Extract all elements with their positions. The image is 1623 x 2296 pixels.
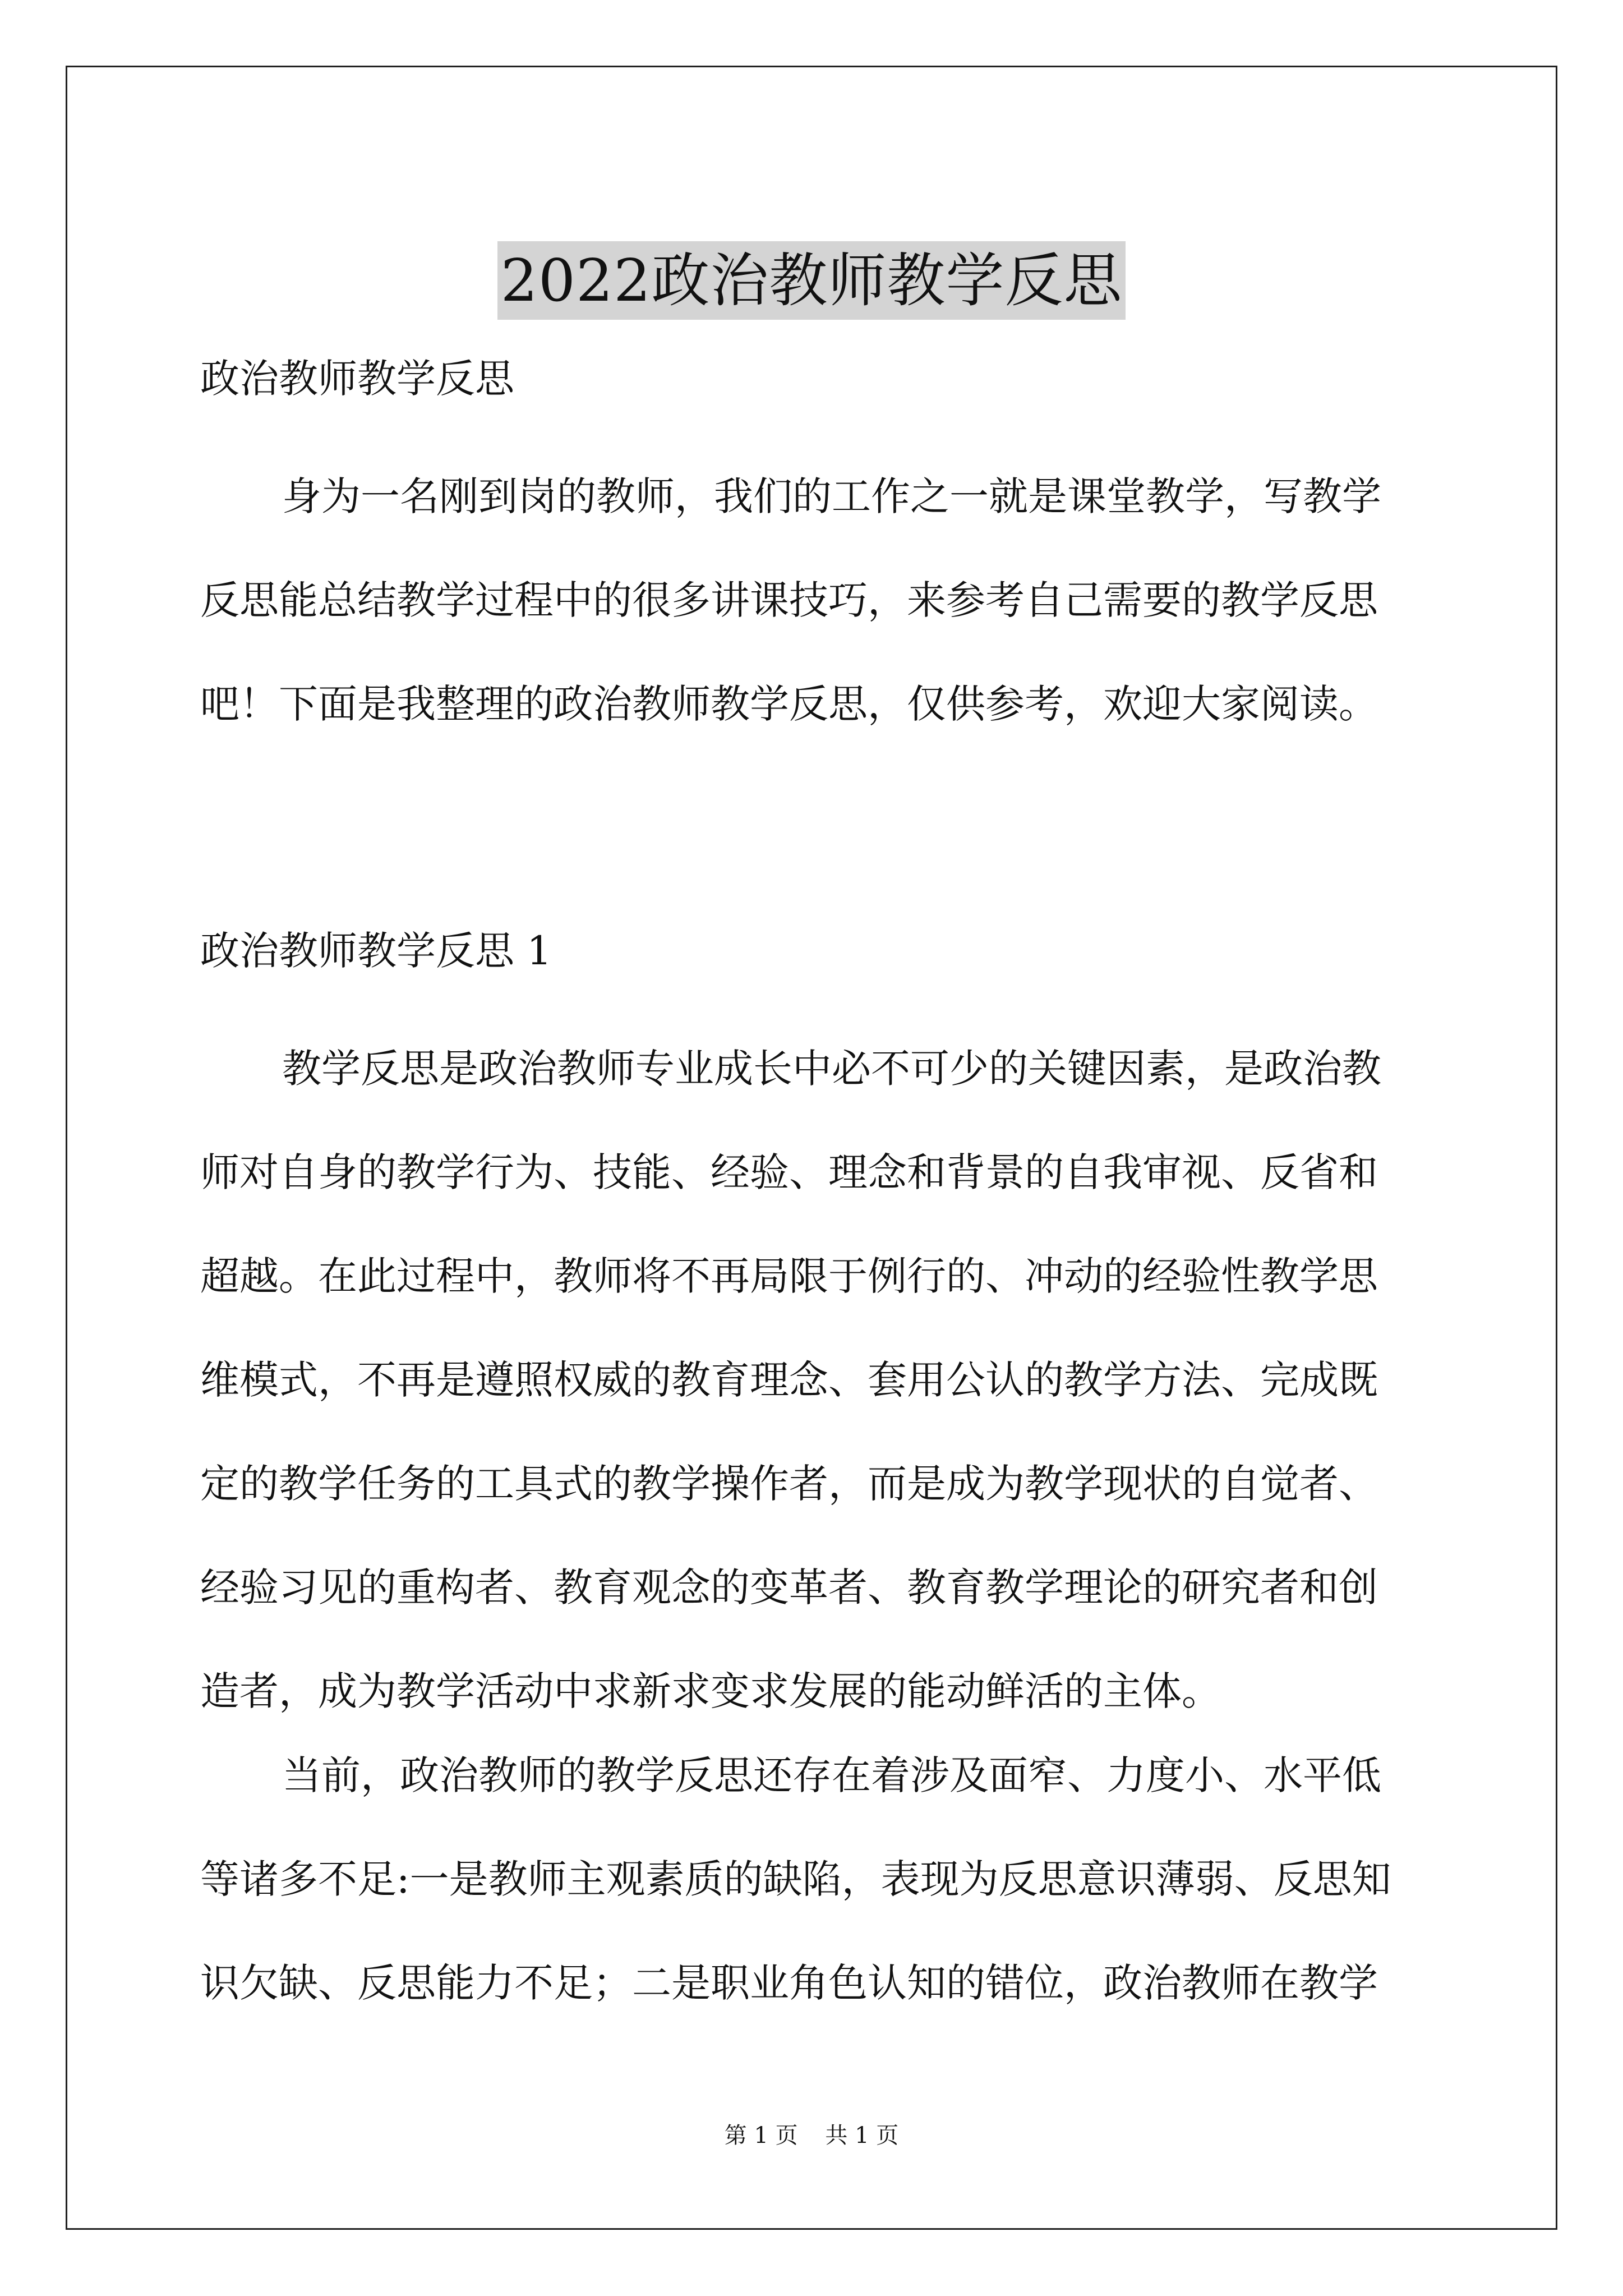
page-number-total: 共 1 页 [825,2123,899,2148]
paragraph-line: 吧！下面是我整理的政治教师教学反思，仅供参考，欢迎大家阅读。 [200,681,1378,727]
intro-heading: 政治教师教学反思 [200,356,514,402]
page-footer [0,2122,1623,2150]
paragraph-line: 定的教学任务的工具式的教学操作者，而是成为教学现状的自觉者、 [200,1461,1378,1507]
section1-heading: 政治教师教学反思 1 [200,928,552,974]
paragraph-line: 当前，政治教师的教学反思还存在着涉及面窄、力度小、水平低 [282,1752,1381,1798]
paragraph-line: 造者，成为教学活动中求新求变求发展的能动鲜活的主体。 [200,1668,1221,1714]
paragraph-line: 教学反思是政治教师专业成长中必不可少的关键因素，是政治教 [282,1046,1381,1092]
paragraph-line: 经验习见的重构者、教育观念的变革者、教育教学理论的研究者和创 [200,1565,1378,1611]
paragraph-line: 识欠缺、反思能力不足；二是职业角色认知的错位，政治教师在教学 [200,1960,1378,2006]
paragraph-line: 身为一名刚到岗的教师，我们的工作之一就是课堂教学，写教学 [282,473,1381,519]
paragraph-line: 超越。在此过程中，教师将不再局限于例行的、冲动的经验性教学思 [200,1253,1378,1299]
document-title: 2022政治教师教学反思 [497,241,1126,320]
title-container [0,202,1623,358]
paragraph-line: 反思能总结教学过程中的很多讲课技巧，来参考自己需要的教学反思 [200,577,1378,623]
page-number-current: 第 1 页 [724,2123,798,2148]
paragraph-line: 维模式，不再是遵照权威的教育理念、套用公认的教学方法、完成既 [200,1357,1378,1403]
paragraph-line: 师对自身的教学行为、技能、经验、理念和背景的自我审视、反省和 [200,1149,1378,1195]
paragraph-line: 等诸多不足:一是教师主观素质的缺陷，表现为反思意识薄弱、反思知 [200,1856,1391,1902]
